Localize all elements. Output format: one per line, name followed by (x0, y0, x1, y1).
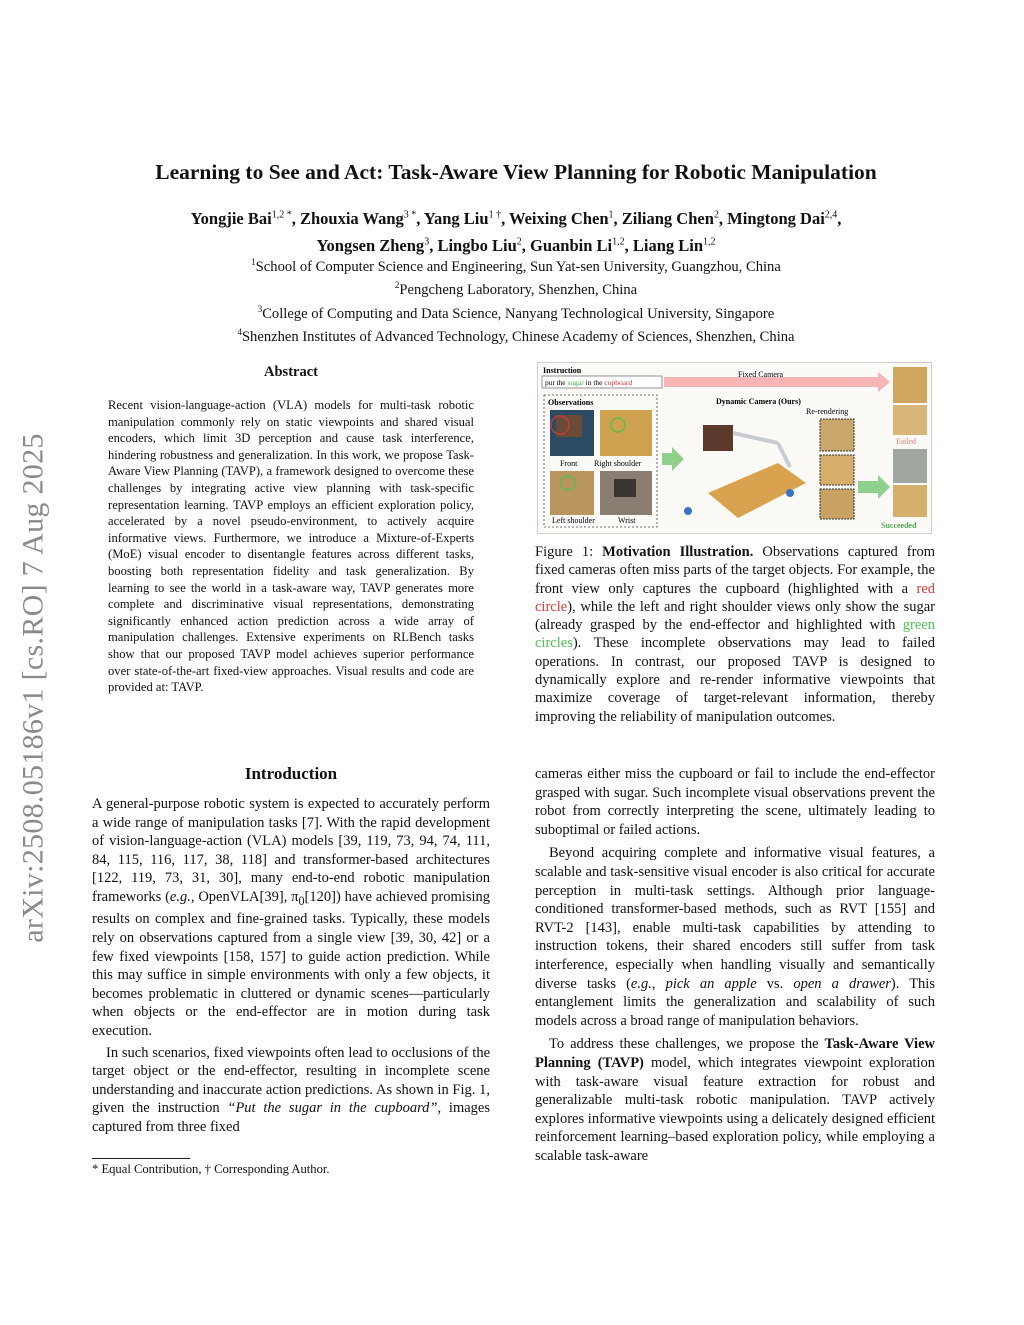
scene-cupboard (703, 425, 733, 451)
author: Yongjie Bai$^{1,2 *}$, (190, 208, 300, 228)
rerendered-view-2 (820, 455, 854, 485)
introduction-heading: Introduction (244, 764, 338, 783)
wrist-label: Wrist (618, 516, 636, 525)
scene-robot-arm (733, 433, 778, 443)
figure-illustration (538, 363, 931, 533)
arxiv-id-text: arXiv:2508.05186v1 [cs.RO] 7 Aug 2025 (17, 433, 50, 943)
dynamic-camera-label: Dynamic Camera (Ours) (716, 397, 801, 406)
author: Zhouxia Wang$^{3 *}$, (299, 208, 424, 228)
to-scene-arrow (662, 447, 684, 471)
failed-result-image (893, 405, 927, 435)
right-shoulder-view-image (600, 410, 652, 456)
rerendering-label: Re-rendering (806, 407, 849, 416)
observations-label: Observations (548, 398, 594, 407)
author: Lingbo Liu$^2$, (437, 236, 531, 255)
scene-camera-icon (684, 507, 692, 515)
intro-paragraph-1: A general-purpose robotic system is expected to accurately perform a wide range of manipulation tasks [7]. With the rapid development of vision-language-action (VLA) models [39, 119, 73, 94, 74, 111, 84, 115, 116, 117, 38, 118] and transformer-based architectures [122, 119, 73, 31, 30], many end-to-end robotic manipulation frameworks (e.g., OpenVLA[39], $\pi_0[120]$) have achieved promising results on complex and fine-grained tasks. Typically, these models rely on observations captured from a single view [39, 30, 42] or a few fixed viewpoints [158, 157] to guide action prediction. While this may suffice in simple environments with only a few objects, it becomes problematic in cluttered or dynamic scenes—particularly when objects or the end-effector are in motion during task execution. (92, 796, 490, 1040)
author: Liang Lin$^{1,2}$ (632, 236, 716, 255)
instruction-text: put the sugar in the cupboard (545, 378, 633, 387)
affiliation: $^1$School of Computer Science and Engineering, Sun Yat-sen University, Guangzhou, China (251, 257, 781, 275)
author: Ziliang Chen$^2$, (621, 208, 728, 228)
abstract-heading: Abstract (264, 364, 318, 380)
failed-label: Failed (896, 437, 916, 446)
front-view-label: Front (560, 459, 578, 468)
author: Weixing Chen$^1$, (509, 208, 622, 228)
right-paragraph-3: To address these challenges, we propose the Task-Aware View Planning (TAVP) model, which integrates viewpoint exploration with task-aware visual feature extraction for robust and generalizable multi-task robotic manipulation. TAVP actively explores informative viewpoints using a delicately designed efficient reinforcement learning–based exploration policy, while employing a scalable task-aware (535, 1036, 935, 1164)
affiliation-list (90, 253, 942, 346)
author: Yang Liu$^{1 \dagger}$, (423, 208, 510, 228)
footnote-rule (92, 1158, 190, 1159)
footnote: * Equal Contribution, † Corresponding Author. (92, 1162, 330, 1176)
right-paragraph-1: cameras either miss the cupboard or fail to include the end-effector grasped with sugar. Such incomplete visual observations prevent the robot from correctly interpreting the scene, ultimately leading to suboptimal or failed actions. (535, 766, 935, 838)
right-shoulder-label: Right shoulder (594, 459, 642, 468)
succeeded-label: Succeeded (881, 521, 917, 530)
rerendered-view-3 (820, 489, 854, 519)
intro-paragraph-2: In such scenarios, fixed viewpoints often lead to occlusions of the target object or the end-effector, resulting in incomplete scene understanding and inaccurate action predictions. As shown in Fig. 1, given the instruction “Put the sugar in the cupboard”, images captured from three fixed (92, 1044, 490, 1135)
succeeded-result-image (893, 449, 927, 483)
right-paragraph-2: Beyond acquiring complete and informative visual features, a scalable and task-sensitive visual encoder is also critical for accurate perception in multi-task settings. Although prior language-conditioned transformer-based methods, such as RVT [155] and RVT-2 [143], enable multi-task capabilities by attending to instruction tokens, their shared encoders still suffer from task interference, especially when handling visually and semantically diverse tasks (e.g., pick an apple vs. open a drawer). This entanglement limits the generalization and scalability of such models across a broad range of manipulation behaviors. (535, 845, 935, 1029)
paper-title: Learning to See and Act: Task-Aware View Planning for Robotic Manipulation (155, 160, 877, 184)
to-result-arrow (858, 475, 890, 499)
arxiv-identifier (8, 376, 60, 1000)
wrist-object (614, 479, 636, 497)
fixed-camera-label: Fixed Camera (738, 370, 784, 379)
instruction-label: Instruction (543, 366, 582, 375)
left-shoulder-label: Left shoulder (552, 516, 595, 525)
figure-1-caption: Figure 1: Motivation Illustration. Observations captured from fixed cameras often miss parts of the target objects. For example, the front view only captures the cupboard (highlighted with a red circle), while the left and right shoulder views only show the sugar (already grasped by the end-effector and highlighted with green circles). These incomplete observations may lead to failed operations. In contrast, our proposed TAVP is designed to dynamically explore and re-render informative viewpoints that maximize coverage of target-relevant information, thereby improving the reliability of manipulation outcomes. (535, 544, 935, 725)
affiliation: $^3$College of Computing and Data Science, Nanyang Technological University, Singapore (257, 303, 775, 322)
scene-robot-arm (778, 443, 790, 467)
right-column-body (535, 765, 935, 1165)
left-column-body (92, 795, 490, 1137)
author: Mingtong Dai$^{2,4}$, (727, 208, 842, 228)
affiliation: $^2$Pengcheng Laboratory, Shenzhen, China (394, 280, 638, 299)
affiliation: $^4$Shenzhen Institutes of Advanced Technology, Chinese Academy of Sciences, Shenzhen, China (237, 327, 795, 345)
rerendered-view-1 (820, 419, 854, 451)
author-list (90, 203, 942, 258)
author: Yongsen Zheng$^3$, (316, 236, 438, 255)
failed-result-image (893, 367, 927, 403)
abstract-text: Recent vision-language-action (VLA) models for multi-task robotic manipulation commonly rely on static viewpoints and shared visual encoders, which limit 3D perception and cause task interference, hindering robustness and generalization. In this work, we propose Task-Aware View Planning (TAVP), a framework designed to overcome these challenges by integrating active view planning with task-specific representation learning. TAVP employs an efficient exploration policy, accelerated by a novel pseudo-environment, to actively acquire informative views. Furthermore, we introduce a Mixture-of-Experts (MoE) visual encoder to disentangle features across different tasks, boosting both representation fidelity and task generalization. By learning to see the world in a task-aware way, TAVP generates more complete and discriminative visual representations, demonstrating significantly enhanced action prediction across a wide array of manipulation challenges. Extensive experiments on RLBench tasks show that our proposed TAVP model achieves superior performance over state-of-the-art fixed-view approaches. Visual results and code are provided at: TAVP. (108, 398, 474, 695)
succeeded-result-image (893, 485, 927, 517)
figure-1 (537, 362, 932, 534)
author: Guanbin Li$^{1,2}$, (530, 236, 633, 255)
scene-camera-icon (786, 489, 794, 497)
